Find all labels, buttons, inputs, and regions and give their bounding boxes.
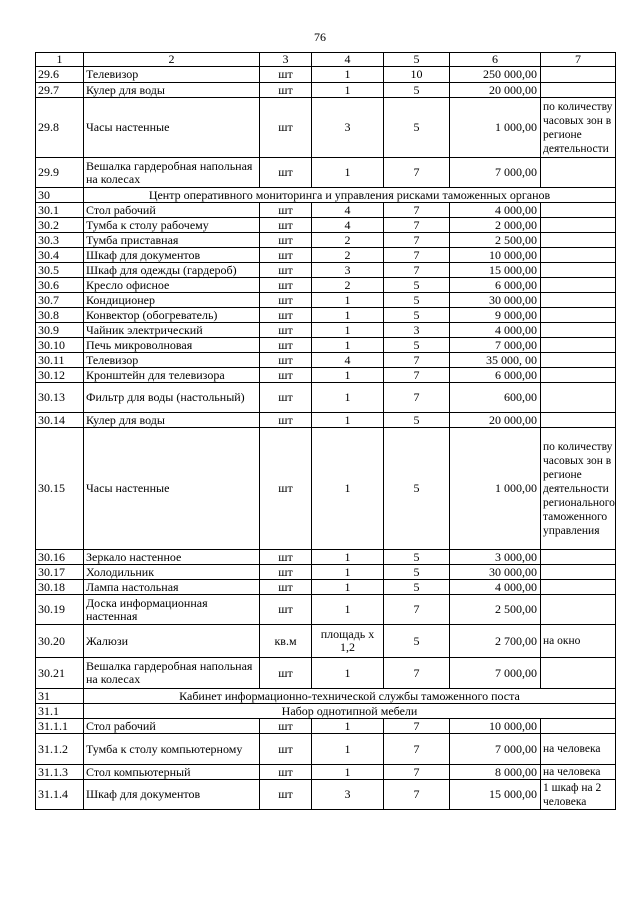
unit-cell: шт [260, 428, 312, 550]
service-life-cell: 5 [384, 550, 450, 565]
note-cell [541, 278, 616, 293]
item-name: Холодильник [84, 565, 260, 580]
service-life-cell: 5 [384, 338, 450, 353]
note-cell: на человека [541, 734, 616, 765]
price-cell: 35 000, 00 [450, 353, 541, 368]
quantity-cell: 3 [312, 263, 384, 278]
header-cell: 1 [36, 53, 84, 67]
header-cell: 2 [84, 53, 260, 67]
table-row [36, 233, 616, 248]
unit-cell: шт [260, 263, 312, 278]
quantity-cell: 1 [312, 580, 384, 595]
service-life-cell: 5 [384, 293, 450, 308]
note-cell [541, 383, 616, 413]
note-cell: 1 шкаф на 2 человека [541, 780, 616, 810]
price-cell: 2 500,00 [450, 595, 541, 625]
unit-cell: шт [260, 734, 312, 765]
service-life-cell: 7 [384, 218, 450, 233]
note-cell [541, 413, 616, 428]
row-number: 30.6 [36, 278, 84, 293]
table-row [36, 428, 616, 550]
row-number: 31.1 [36, 704, 84, 719]
row-number: 31.1.1 [36, 719, 84, 734]
row-number: 29.6 [36, 67, 84, 83]
unit-cell: шт [260, 719, 312, 734]
note-cell [541, 248, 616, 263]
row-number: 30.3 [36, 233, 84, 248]
table-row [36, 734, 616, 765]
service-life-cell: 7 [384, 765, 450, 780]
table-row [36, 625, 616, 658]
service-life-cell: 10 [384, 67, 450, 83]
service-life-cell: 5 [384, 98, 450, 158]
unit-cell: шт [260, 158, 312, 188]
row-number: 30.10 [36, 338, 84, 353]
note-cell [541, 368, 616, 383]
quantity-cell: площадь х 1,2 [312, 625, 384, 658]
header-row [36, 53, 616, 67]
service-life-cell: 7 [384, 233, 450, 248]
quantity-cell: 1 [312, 428, 384, 550]
service-life-cell: 5 [384, 278, 450, 293]
price-cell: 20 000,00 [450, 413, 541, 428]
unit-cell: шт [260, 383, 312, 413]
price-cell: 7 000,00 [450, 338, 541, 353]
item-name: Часы настенные [84, 428, 260, 550]
unit-cell: шт [260, 278, 312, 293]
row-number: 30.1 [36, 203, 84, 218]
item-name: Доска информационная настенная [84, 595, 260, 625]
note-cell [541, 203, 616, 218]
service-life-cell: 7 [384, 658, 450, 689]
note-cell: на человека [541, 765, 616, 780]
note-cell [541, 67, 616, 83]
price-cell: 1 000,00 [450, 98, 541, 158]
item-name: Тумба к столу рабочему [84, 218, 260, 233]
quantity-cell: 2 [312, 248, 384, 263]
item-name: Лампа настольная [84, 580, 260, 595]
table-row [36, 248, 616, 263]
quantity-cell: 1 [312, 323, 384, 338]
norms-table [35, 52, 616, 810]
table-row [36, 158, 616, 188]
item-name: Зеркало настенное [84, 550, 260, 565]
quantity-cell: 3 [312, 780, 384, 810]
item-name: Фильтр для воды (настольный) [84, 383, 260, 413]
service-life-cell: 3 [384, 323, 450, 338]
note-cell [541, 719, 616, 734]
row-number: 30.20 [36, 625, 84, 658]
price-cell: 2 000,00 [450, 218, 541, 233]
price-cell: 600,00 [450, 383, 541, 413]
table-row [36, 413, 616, 428]
row-number: 31.1.2 [36, 734, 84, 765]
note-cell [541, 658, 616, 689]
note-cell: по количеству часовых зон в регионе деятельности [541, 98, 616, 158]
unit-cell: шт [260, 353, 312, 368]
price-cell: 250 000,00 [450, 67, 541, 83]
row-number: 30.8 [36, 308, 84, 323]
quantity-cell: 3 [312, 98, 384, 158]
price-cell: 7 000,00 [450, 734, 541, 765]
row-number: 30.4 [36, 248, 84, 263]
table-row [36, 263, 616, 278]
quantity-cell: 4 [312, 203, 384, 218]
unit-cell: шт [260, 595, 312, 625]
item-name: Вешалка гардеробная напольная на колесах [84, 658, 260, 689]
item-name: Конвектор (обогреватель) [84, 308, 260, 323]
table-row [36, 308, 616, 323]
unit-cell: шт [260, 368, 312, 383]
price-cell: 15 000,00 [450, 263, 541, 278]
section-title: Набор однотипной мебели [84, 704, 616, 719]
price-cell: 30 000,00 [450, 293, 541, 308]
note-cell [541, 338, 616, 353]
page-number: 76 [314, 30, 326, 44]
header-cell: 4 [312, 53, 384, 67]
table-row [36, 83, 616, 98]
item-name: Шкаф для одежды (гардероб) [84, 263, 260, 278]
note-cell [541, 233, 616, 248]
row-number: 29.9 [36, 158, 84, 188]
service-life-cell: 7 [384, 353, 450, 368]
price-cell: 10 000,00 [450, 248, 541, 263]
header-cell: 7 [541, 53, 616, 67]
quantity-cell: 1 [312, 338, 384, 353]
service-life-cell: 7 [384, 719, 450, 734]
service-life-cell: 7 [384, 158, 450, 188]
item-name: Печь микроволновая [84, 338, 260, 353]
row-number: 31.1.4 [36, 780, 84, 810]
service-life-cell: 7 [384, 203, 450, 218]
row-number: 30.7 [36, 293, 84, 308]
item-name: Тумба к столу компьютерному [84, 734, 260, 765]
price-cell: 2 500,00 [450, 233, 541, 248]
table-body [36, 53, 616, 810]
service-life-cell: 5 [384, 83, 450, 98]
section-row [36, 689, 616, 704]
row-number: 30.14 [36, 413, 84, 428]
row-number: 31 [36, 689, 84, 704]
quantity-cell: 1 [312, 565, 384, 580]
row-number: 30 [36, 188, 84, 203]
note-cell [541, 83, 616, 98]
price-cell: 4 000,00 [450, 580, 541, 595]
row-number: 30.11 [36, 353, 84, 368]
row-number: 30.9 [36, 323, 84, 338]
table-row [36, 278, 616, 293]
unit-cell: шт [260, 565, 312, 580]
header-cell: 3 [260, 53, 312, 67]
row-number: 29.8 [36, 98, 84, 158]
item-name: Кронштейн для телевизора [84, 368, 260, 383]
unit-cell: шт [260, 98, 312, 158]
price-cell: 2 700,00 [450, 625, 541, 658]
unit-cell: шт [260, 580, 312, 595]
table-row [36, 353, 616, 368]
table-row [36, 98, 616, 158]
service-life-cell: 5 [384, 413, 450, 428]
quantity-cell: 1 [312, 413, 384, 428]
service-life-cell: 5 [384, 565, 450, 580]
service-life-cell: 5 [384, 625, 450, 658]
table-row [36, 765, 616, 780]
quantity-cell: 1 [312, 308, 384, 323]
service-life-cell: 7 [384, 780, 450, 810]
quantity-cell: 1 [312, 368, 384, 383]
table-row [36, 580, 616, 595]
item-name: Телевизор [84, 353, 260, 368]
price-cell: 8 000,00 [450, 765, 541, 780]
table-row [36, 323, 616, 338]
quantity-cell: 1 [312, 719, 384, 734]
unit-cell: шт [260, 233, 312, 248]
quantity-cell: 2 [312, 233, 384, 248]
note-cell [541, 158, 616, 188]
row-number: 30.2 [36, 218, 84, 233]
unit-cell: шт [260, 248, 312, 263]
service-life-cell: 7 [384, 383, 450, 413]
price-cell: 3 000,00 [450, 550, 541, 565]
unit-cell: шт [260, 308, 312, 323]
item-name: Кресло офисное [84, 278, 260, 293]
item-name: Кулер для воды [84, 413, 260, 428]
quantity-cell: 2 [312, 278, 384, 293]
quantity-cell: 1 [312, 383, 384, 413]
table-row [36, 383, 616, 413]
unit-cell: шт [260, 765, 312, 780]
item-name: Кулер для воды [84, 83, 260, 98]
row-number: 30.17 [36, 565, 84, 580]
quantity-cell: 4 [312, 353, 384, 368]
row-number: 30.5 [36, 263, 84, 278]
unit-cell: шт [260, 67, 312, 83]
item-name: Телевизор [84, 67, 260, 83]
row-number: 30.15 [36, 428, 84, 550]
row-number: 30.16 [36, 550, 84, 565]
row-number: 31.1.3 [36, 765, 84, 780]
quantity-cell: 1 [312, 293, 384, 308]
quantity-cell: 1 [312, 765, 384, 780]
quantity-cell: 1 [312, 734, 384, 765]
price-cell: 7 000,00 [450, 658, 541, 689]
item-name: Жалюзи [84, 625, 260, 658]
section-row [36, 704, 616, 719]
table-row [36, 565, 616, 580]
item-name: Кондиционер [84, 293, 260, 308]
item-name: Стол рабочий [84, 719, 260, 734]
item-name: Чайник электрический [84, 323, 260, 338]
section-title: Центр оперативного мониторинга и управления рисками таможенных органов [84, 188, 616, 203]
service-life-cell: 7 [384, 595, 450, 625]
service-life-cell: 7 [384, 263, 450, 278]
item-name: Вешалка гардеробная напольная на колесах [84, 158, 260, 188]
unit-cell: шт [260, 218, 312, 233]
row-number: 30.18 [36, 580, 84, 595]
header-cell: 5 [384, 53, 450, 67]
unit-cell: кв.м [260, 625, 312, 658]
price-cell: 9 000,00 [450, 308, 541, 323]
service-life-cell: 5 [384, 428, 450, 550]
item-name: Стол рабочий [84, 203, 260, 218]
service-life-cell: 5 [384, 580, 450, 595]
item-name: Шкаф для документов [84, 248, 260, 263]
quantity-cell: 1 [312, 67, 384, 83]
row-number: 30.13 [36, 383, 84, 413]
service-life-cell: 5 [384, 308, 450, 323]
note-cell: на окно [541, 625, 616, 658]
price-cell: 15 000,00 [450, 780, 541, 810]
table-row [36, 595, 616, 625]
item-name: Стол компьютерный [84, 765, 260, 780]
section-row [36, 188, 616, 203]
unit-cell: шт [260, 780, 312, 810]
note-cell [541, 580, 616, 595]
price-cell: 4 000,00 [450, 203, 541, 218]
quantity-cell: 1 [312, 83, 384, 98]
price-cell: 7 000,00 [450, 158, 541, 188]
price-cell: 6 000,00 [450, 278, 541, 293]
header-cell: 6 [450, 53, 541, 67]
price-cell: 1 000,00 [450, 428, 541, 550]
unit-cell: шт [260, 203, 312, 218]
table-row [36, 67, 616, 83]
row-number: 30.19 [36, 595, 84, 625]
note-cell [541, 595, 616, 625]
price-cell: 20 000,00 [450, 83, 541, 98]
price-cell: 10 000,00 [450, 719, 541, 734]
table-row [36, 368, 616, 383]
row-number: 30.21 [36, 658, 84, 689]
service-life-cell: 7 [384, 248, 450, 263]
item-name: Часы настенные [84, 98, 260, 158]
unit-cell: шт [260, 323, 312, 338]
unit-cell: шт [260, 658, 312, 689]
note-cell [541, 293, 616, 308]
table-row [36, 780, 616, 810]
note-cell [541, 308, 616, 323]
table-row [36, 218, 616, 233]
quantity-cell: 4 [312, 218, 384, 233]
note-cell [541, 550, 616, 565]
item-name: Шкаф для документов [84, 780, 260, 810]
price-cell: 30 000,00 [450, 565, 541, 580]
row-number: 30.12 [36, 368, 84, 383]
table-row [36, 293, 616, 308]
table-row [36, 338, 616, 353]
unit-cell: шт [260, 83, 312, 98]
price-cell: 6 000,00 [450, 368, 541, 383]
row-number: 29.7 [36, 83, 84, 98]
unit-cell: шт [260, 413, 312, 428]
service-life-cell: 7 [384, 734, 450, 765]
table-row [36, 658, 616, 689]
section-title: Кабинет информационно-технической службы таможенного поста [84, 689, 616, 704]
service-life-cell: 7 [384, 368, 450, 383]
table-row [36, 550, 616, 565]
note-cell [541, 323, 616, 338]
item-name: Тумба приставная [84, 233, 260, 248]
note-cell [541, 218, 616, 233]
price-cell: 4 000,00 [450, 323, 541, 338]
quantity-cell: 1 [312, 550, 384, 565]
quantity-cell: 1 [312, 158, 384, 188]
quantity-cell: 1 [312, 658, 384, 689]
note-cell [541, 263, 616, 278]
quantity-cell: 1 [312, 595, 384, 625]
table-row [36, 203, 616, 218]
note-cell [541, 565, 616, 580]
note-cell [541, 353, 616, 368]
unit-cell: шт [260, 550, 312, 565]
table-row [36, 719, 616, 734]
unit-cell: шт [260, 293, 312, 308]
unit-cell: шт [260, 338, 312, 353]
note-cell: по количеству часовых зон в регионе деятельности регионального таможенного управления [541, 428, 616, 550]
